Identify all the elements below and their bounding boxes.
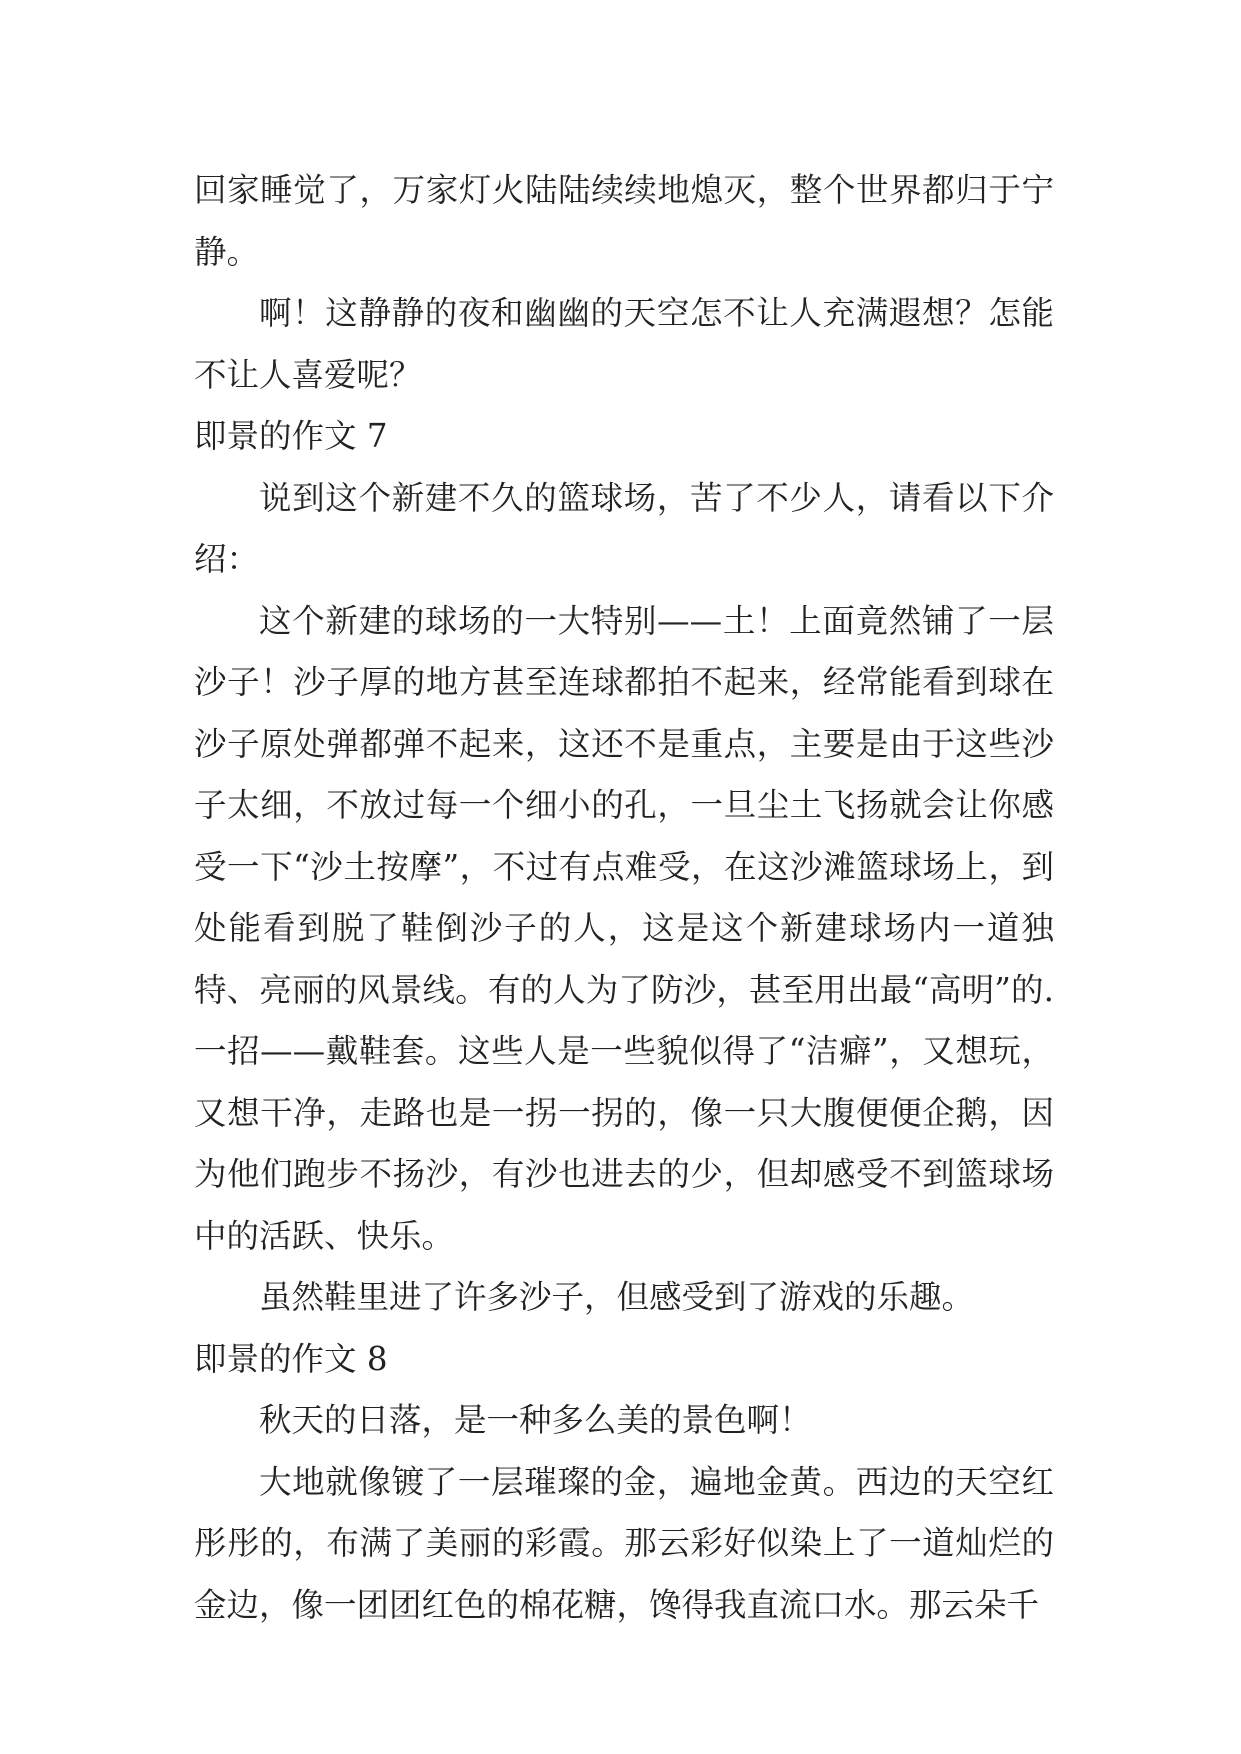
paragraph-basketball-conclusion: 虽然鞋里进了许多沙子，但感受到了游戏的乐趣。 (259, 1278, 975, 1316)
section-heading-7: 即景的作文 7 (194, 417, 388, 455)
paragraph-continuation: 回家睡觉了，万家灯火陆陆续续地熄灭，整个世界都归于宁静。 (194, 171, 1054, 271)
paragraph-autumn-sunset: 秋天的日落，是一种多么美的景色啊！ (259, 1401, 812, 1439)
paragraph-golden-earth: 大地就像镀了一层璀璨的金，遍地金黄。西边的天空红彤彤的，布满了美丽的彩霞。那云彩好似染上了一道灿烂的金边，像一团团红色的棉花糖，馋得我直流口水。那云朵千 (194, 1462, 1054, 1624)
paragraph-night-sky: 啊！这静静的夜和幽幽的天空怎不让人充满遐想？怎能不让人喜爱呢？ (194, 294, 1054, 394)
paragraph-basketball-intro: 说到这个新建不久的篮球场，苦了不少人，请看以下介绍： (194, 478, 1054, 578)
paragraph-basketball-sand: 这个新建的球场的一大特别——土！上面竟然铺了一层沙子！沙子厚的地方甚至连球都拍不起来，经常能看到球在沙子原处弹都弹不起来，这还不是重点，主要是由于这些沙子太细，不放过每一个细小的孔，一旦尘土飞扬就会让你感受一下“沙土按摩”，不过有点难受，在这沙滩篮球场上，到处能看到脱了鞋倒沙子的人，这是这个新建球场内一道独特、亮丽的风景线。有的人为了防沙，甚至用出最“高明”的.一招——戴鞋套。这些人是一些貌似得了“洁癖”，又想玩，又想干净，走路也是一拐一拐的，像一只大腹便便企鹅，因为他们跑步不扬沙，有沙也进去的少，但却感受不到篮球场中的活跃、快乐。 (194, 601, 1054, 1255)
document-page (194, 160, 1054, 1636)
section-heading-8: 即景的作文 8 (194, 1339, 388, 1378)
